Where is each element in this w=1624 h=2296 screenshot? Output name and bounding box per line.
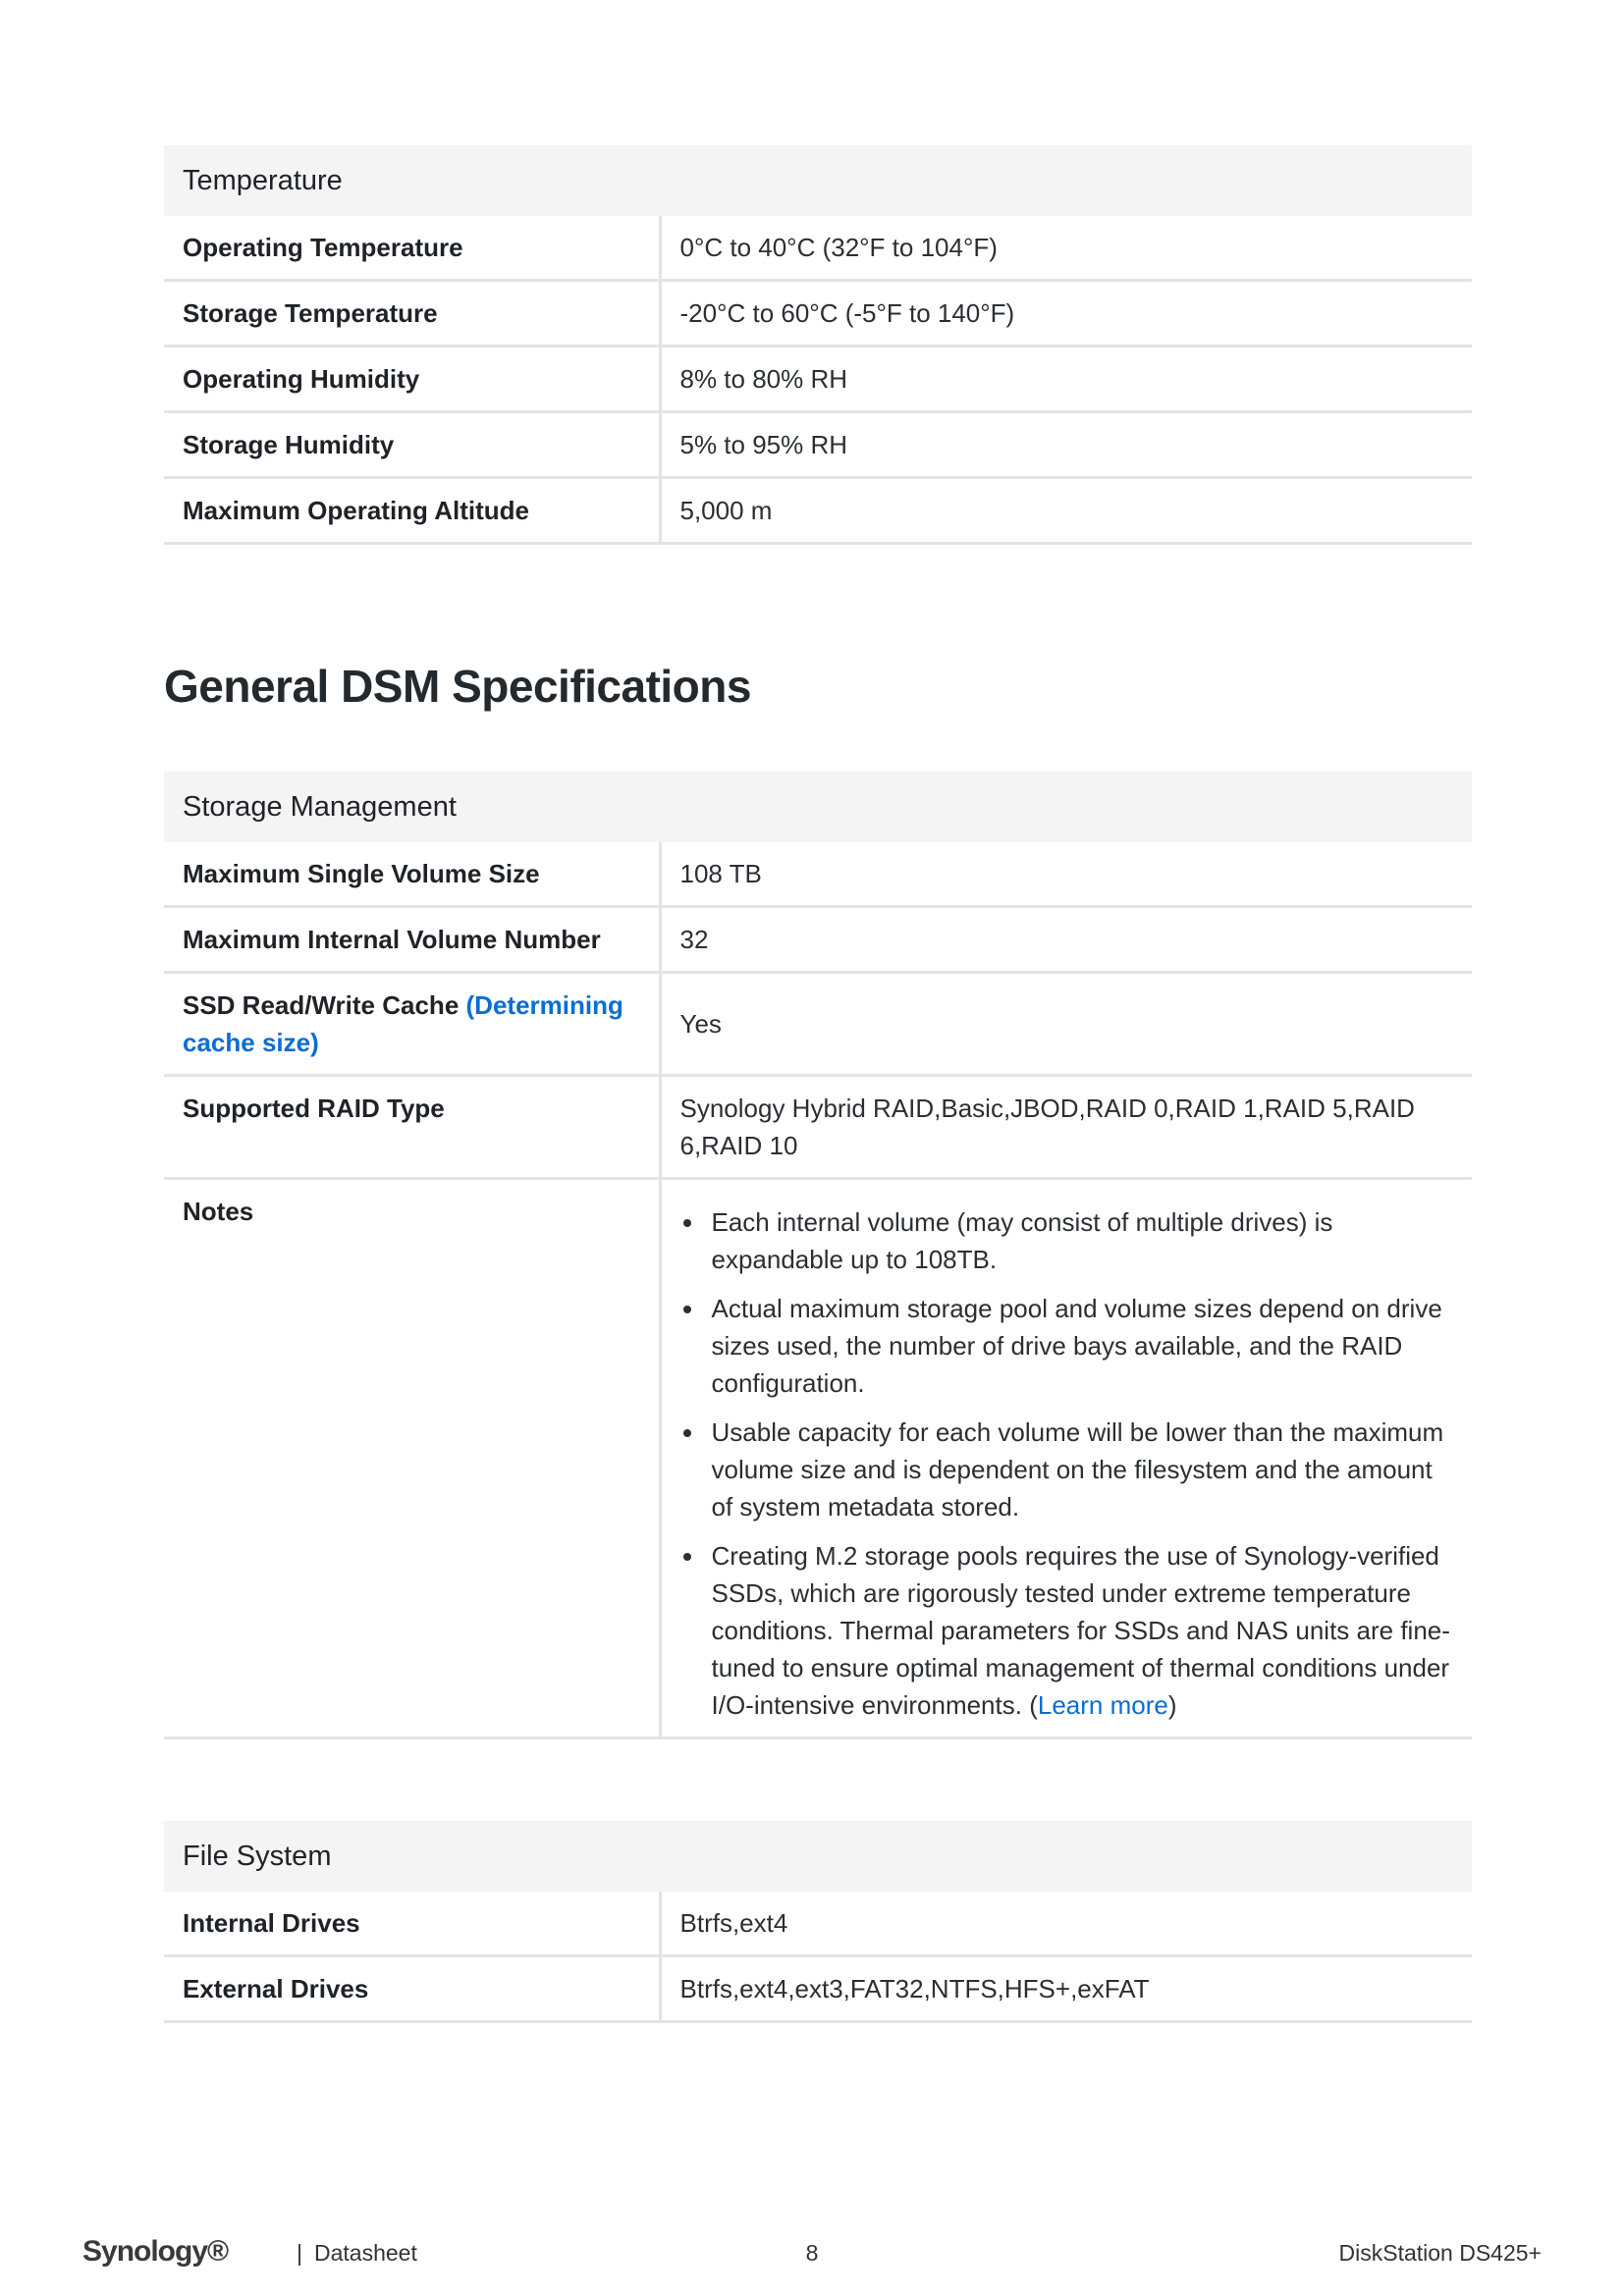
table-row xyxy=(164,281,1472,347)
spec-label: Maximum Internal Volume Number xyxy=(164,907,660,973)
determining-cache-size-link[interactable]: (Determining cache size) xyxy=(183,990,623,1057)
spec-value: Yes xyxy=(660,973,1472,1076)
spec-label: Storage Temperature xyxy=(164,281,660,347)
spec-value: 0°C to 40°C (32°F to 104°F) xyxy=(660,216,1472,281)
list-item: Each internal volume (may consist of multiple drives) is expandable up to 108TB. xyxy=(680,1203,1454,1278)
note-close-paren: ) xyxy=(1167,1690,1177,1720)
spec-label: Maximum Operating Altitude xyxy=(164,478,660,544)
file-system-table xyxy=(164,1821,1472,2023)
page-content xyxy=(164,145,1472,2023)
list-item: Actual maximum storage pool and volume sizes depend on drive sizes used, the number of drive bays available, and the RAID configuration. xyxy=(680,1290,1454,1402)
spec-label xyxy=(164,973,660,1076)
list-item: Usable capacity for each volume will be lower than the maximum volume size and is dependent on the filesystem and the amount of system metadata stored. xyxy=(680,1414,1454,1525)
table-row xyxy=(164,478,1472,544)
spec-label: Notes xyxy=(164,1179,660,1738)
table-row xyxy=(164,412,1472,478)
spec-label: Operating Temperature xyxy=(164,216,660,281)
page-number: 8 xyxy=(805,2240,819,2266)
spec-value: 5,000 m xyxy=(660,478,1472,544)
table-row xyxy=(164,216,1472,281)
table-row xyxy=(164,1892,1472,1956)
temperature-table xyxy=(164,145,1472,545)
product-name: DiskStation DS425+ xyxy=(1338,2240,1542,2266)
page-footer xyxy=(82,2235,1542,2271)
temperature-header: Temperature xyxy=(164,145,1472,216)
spec-label: Supported RAID Type xyxy=(164,1076,660,1179)
notes-cell xyxy=(660,1179,1472,1738)
table-row xyxy=(164,907,1472,973)
spec-value: -20°C to 60°C (-5°F to 140°F) xyxy=(660,281,1472,347)
synology-logo: Synology® xyxy=(82,2235,229,2268)
document-type: Datasheet xyxy=(314,2240,417,2266)
spec-label: Storage Humidity xyxy=(164,412,660,478)
file-system-header: File System xyxy=(164,1821,1472,1892)
spec-value: 32 xyxy=(660,907,1472,973)
table-row xyxy=(164,1956,1472,2022)
spec-value: 5% to 95% RH xyxy=(660,412,1472,478)
footer-separator: | xyxy=(297,2240,302,2266)
storage-management-header: Storage Management xyxy=(164,772,1472,842)
spec-label: Maximum Single Volume Size xyxy=(164,842,660,907)
spec-label: External Drives xyxy=(164,1956,660,2022)
spec-value: Synology Hybrid RAID,Basic,JBOD,RAID 0,RAID 1,RAID 5,RAID 6,RAID 10 xyxy=(660,1076,1472,1179)
table-row xyxy=(164,842,1472,907)
learn-more-link[interactable]: Learn more xyxy=(1037,1690,1168,1720)
spec-value: Btrfs,ext4,ext3,FAT32,NTFS,HFS+,exFAT xyxy=(660,1956,1472,2022)
general-dsm-title: General DSM Specifications xyxy=(164,661,751,712)
table-row xyxy=(164,973,1472,1076)
table-row xyxy=(164,347,1472,412)
spec-label: Internal Drives xyxy=(164,1892,660,1956)
ssd-cache-label: SSD Read/Write Cache xyxy=(183,990,460,1020)
spec-value: 8% to 80% RH xyxy=(660,347,1472,412)
table-row xyxy=(164,1179,1472,1738)
table-row xyxy=(164,1076,1472,1179)
note-text: Creating M.2 storage pools requires the use of Synology-verified SSDs, which are rigorously tested under extreme temperature conditions. Thermal parameters for SSDs and NAS units are fine-tuned to ensure optimal management of thermal conditions under I/O-intensive environments. ( xyxy=(711,1541,1450,1720)
list-item xyxy=(680,1537,1454,1724)
spec-label: Operating Humidity xyxy=(164,347,660,412)
notes-list xyxy=(680,1203,1454,1724)
storage-management-table xyxy=(164,772,1472,1739)
spec-value: 108 TB xyxy=(660,842,1472,907)
spec-value: Btrfs,ext4 xyxy=(660,1892,1472,1956)
